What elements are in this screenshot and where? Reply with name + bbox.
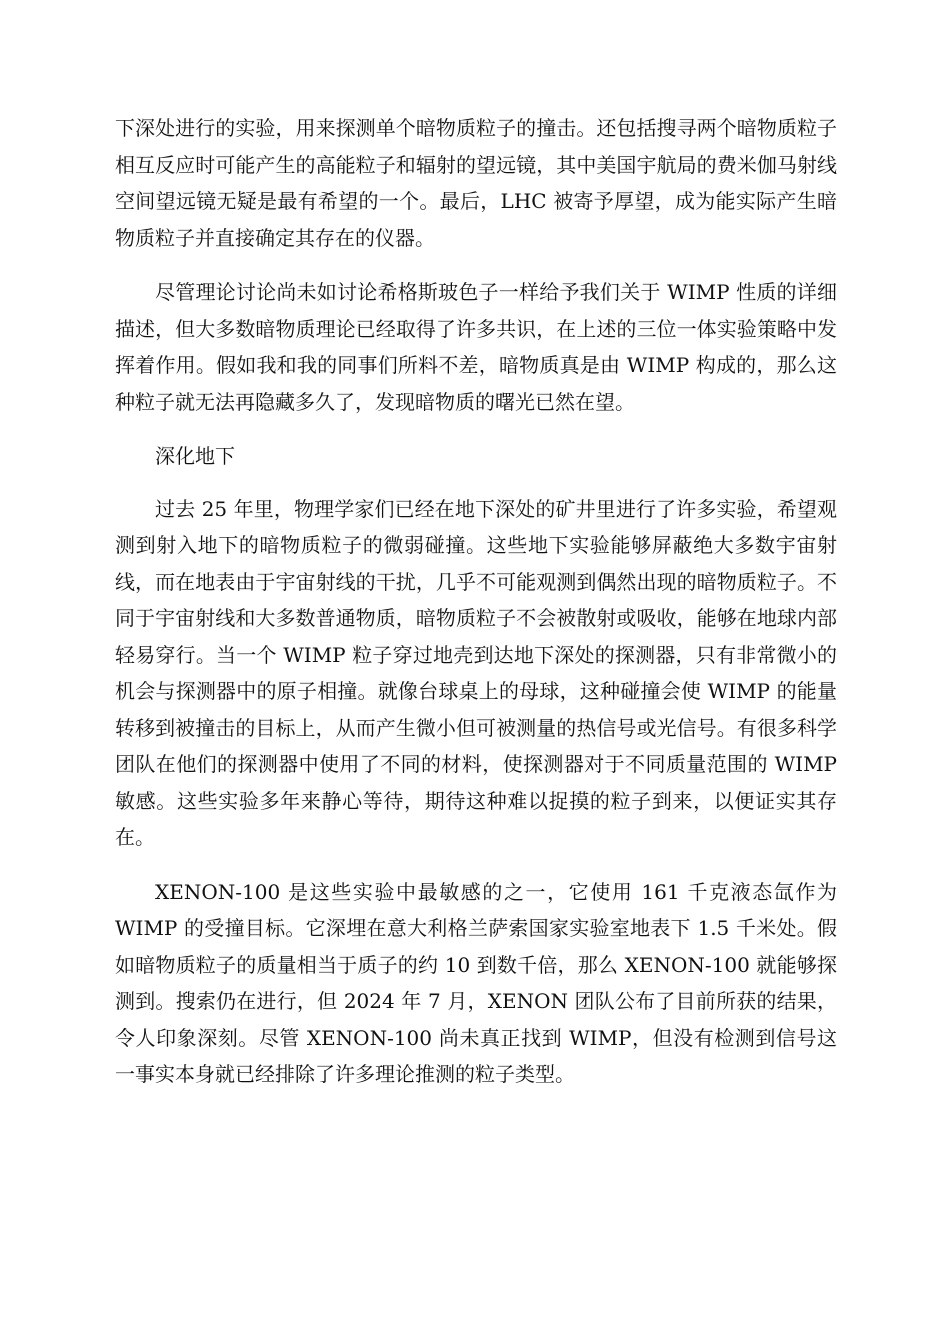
paragraph-underground-experiments: 过去 25 年里，物理学家们已经在地下深处的矿井里进行了许多实验，希望观测到射入地下的暗物质粒子的微弱碰撞。这些地下实验能够屏蔽绝大多数宇宙射线，而在地表由于宇宙射线的干扰，几乎不可能观测到偶然出现的暗物质粒子。不同于宇宙射线和大多数普通物质，暗物质粒子不会被散射或吸收，能够在地球内部轻易穿行。当一个 WIMP 粒子穿过地壳到达地下深处的探测器，只有非常微小的机会与探测器中的原子相撞。就像台球桌上的母球，这种碰撞会使 WIMP 的能量转移到被撞击的目标上，从而产生微小但可被测量的热信号或光信号。有很多科学团队在他们的探测器中使用了不同的材料，使探测器对于不同质量范围的 WIMP 敏感。这些实验多年来静心等待，期待这种难以捉摸的粒子到来，以便证实其存在。 — [115, 496, 837, 849]
document-body — [115, 110, 837, 1111]
paragraph-continuation: 下深处进行的实验，用来探测单个暗物质粒子的撞击。还包括搜寻两个暗物质粒子相互反应时可能产生的高能粒子和辐射的望远镜，其中美国宇航局的费米伽马射线空间望远镜无疑是最有希望的一个。最后，LHC 被寄予厚望，成为能实际产生暗物质粒子并直接确定其存在的仪器。 — [115, 116, 837, 250]
paragraph-theory-consensus: 尽管理论讨论尚未如讨论希格斯玻色子一样给予我们关于 WIMP 性质的详细描述，但大多数暗物质理论已经取得了许多共识，在上述的三位一体实验策略中发挥着作用。假如我和我的同事们所料不差，暗物质真是由 WIMP 构成的，那么这种粒子就无法再隐藏多久了，发现暗物质的曙光已然在望。 — [115, 280, 837, 414]
paragraph-xenon-100: XENON-100 是这些实验中最敏感的之一，它使用 161 千克液态氙作为 WIMP 的受撞目标。它深埋在意大利格兰萨索国家实验室地表下 1.5 千米处。假如暗物质粒子的质量相当于质子的约 10 到数千倍，那么 XENON-100 就能够探测到。搜索仍在进行，但 2024 年 7 月，XENON 团队公布了目前所获的结果，令人印象深刻。尽管 XENON-100 尚未真正找到 WIMP，但没有检测到信号这一事实本身就已经排除了许多理论推测的粒子类型。 — [115, 879, 837, 1086]
section-heading: 深化地下 — [155, 444, 235, 468]
